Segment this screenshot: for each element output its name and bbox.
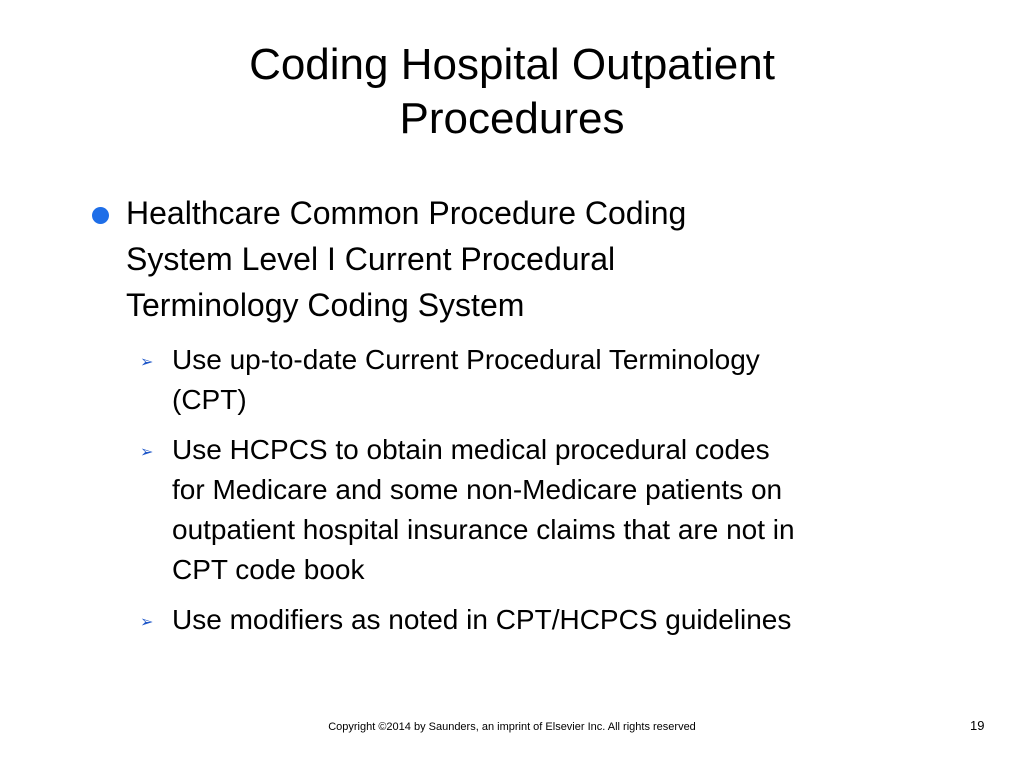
- slide-content: [80, 190, 960, 650]
- sub-bullet-item: [80, 340, 960, 420]
- bullet-line: Healthcare Common Procedure Coding: [126, 195, 687, 231]
- sub-bullet-item: [80, 600, 960, 640]
- slide-title: [0, 38, 1024, 146]
- sub-bullet-line: Use up-to-date Current Procedural Terminology: [172, 344, 760, 375]
- sub-bullet-line: (CPT): [172, 384, 247, 415]
- bullet-dot-icon: [92, 207, 109, 224]
- bullet-item: [80, 190, 960, 328]
- sub-bullet-list: [80, 340, 960, 640]
- sub-bullet-text: [172, 340, 960, 420]
- sub-bullet-text: [172, 600, 960, 640]
- bullet-line: Terminology Coding System: [126, 287, 525, 323]
- bullet-text: [126, 190, 960, 328]
- bullet-line: System Level I Current Procedural: [126, 241, 616, 277]
- sub-bullet-line: CPT code book: [172, 554, 365, 585]
- sub-bullet-item: [80, 430, 960, 590]
- sub-bullet-text: [172, 430, 960, 590]
- sub-bullet-line: Use modifiers as noted in CPT/HCPCS guidelines: [172, 604, 792, 635]
- copyright-footer: Copyright ©2014 by Saunders, an imprint of Elsevier Inc. All rights reserved: [328, 721, 696, 733]
- title-line: Procedures: [399, 94, 625, 143]
- sub-bullet-line: outpatient hospital insurance claims that are not in: [172, 514, 795, 545]
- arrow-bullet-icon: ➢: [140, 354, 154, 371]
- title-line: Coding Hospital Outpatient: [249, 40, 775, 89]
- arrow-bullet-icon: ➢: [140, 614, 154, 631]
- sub-bullet-line: for Medicare and some non-Medicare patients on: [172, 474, 783, 505]
- arrow-bullet-icon: ➢: [140, 444, 154, 461]
- sub-bullet-line: Use HCPCS to obtain medical procedural codes: [172, 434, 770, 465]
- page-number: 19: [970, 718, 985, 733]
